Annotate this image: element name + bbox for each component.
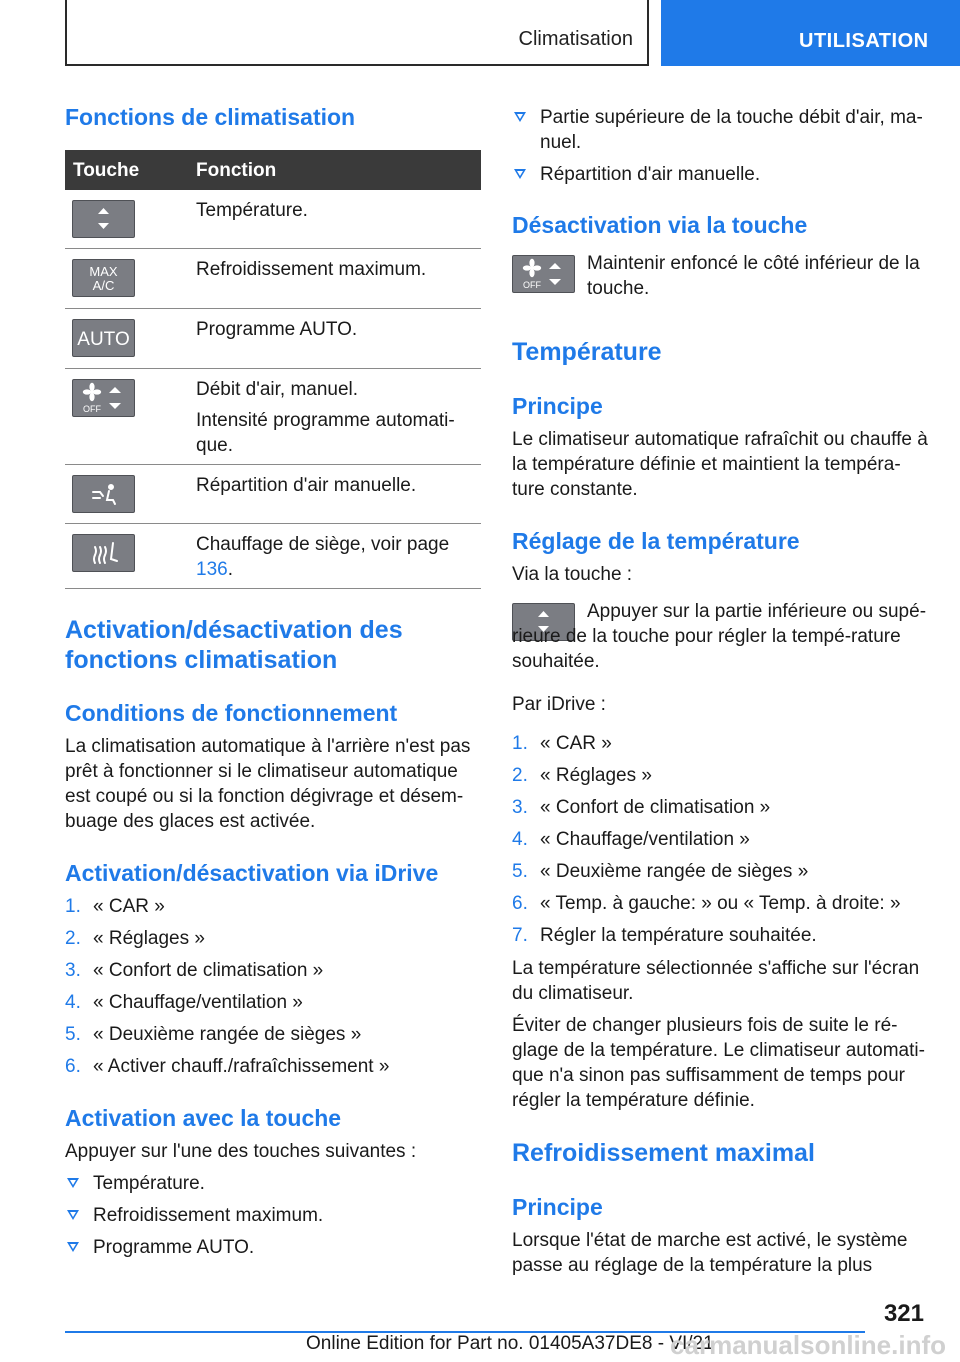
list-item: Programme AUTO. (65, 1235, 481, 1267)
table-cell-function: Programme AUTO. (196, 319, 358, 340)
list-item: 5. « Deuxième rangée de sièges » (65, 1024, 362, 1045)
heading-operating-conditions: Conditions de fonctionnement (65, 700, 398, 726)
list-temperature-steps (512, 731, 932, 955)
heading-activation-deactivation: Activation/désactivation des fonctions climatisation (65, 616, 403, 674)
svg-text:OFF: OFF (83, 404, 101, 414)
fan-off-key-icon (72, 379, 135, 417)
list-item: Répartition d'air manuelle. (512, 162, 932, 194)
paragraph-via-idrive: Par iDrive : (512, 694, 606, 715)
list-item: 3. « Confort de climatisation » (512, 797, 771, 818)
table-cell-function: Température. (196, 200, 308, 221)
bullet-triangle-icon (514, 169, 526, 179)
table-cell-line: Débit d'air, manuel. (196, 379, 359, 400)
list-idrive-steps (65, 894, 481, 1086)
heading-principle: Principe (512, 393, 603, 419)
list-item: 2. « Réglages » (65, 928, 205, 949)
list-item: 2. « Réglages » (512, 765, 652, 786)
table-cell-line: Intensité programme automati-que. (196, 410, 455, 456)
table-header-function: Fonction (196, 160, 277, 181)
table-header-key: Touche (73, 160, 140, 181)
table-row (65, 465, 481, 524)
svg-text:AUTO: AUTO (77, 329, 130, 350)
heading-max-cooling: Refroidissement maximal (512, 1139, 815, 1167)
list-item: Refroidissement maximum. (65, 1203, 481, 1235)
list-item: 3. « Confort de climatisation » (65, 960, 324, 981)
table-row (65, 524, 481, 589)
paragraph-principle: Le climatiseur automatique rafraîchit ou chauffe à la température définie et maintient la tempéra-ture constante. (512, 429, 928, 500)
header-section-title: Climatisation (518, 28, 633, 50)
paragraph-operating-conditions: La climatisation automatique à l'arrière n'est pas prêt à fonctionner si le climatiseur automatique est coupé ou si la fonction dégivrage et désem-buage des glaces est activée. (65, 736, 471, 832)
svg-text:A/C: A/C (92, 278, 115, 293)
fan-off-key-icon (512, 255, 575, 293)
air-distribution-key-icon (72, 475, 135, 513)
table-cell-text: Chauffage de siège, voir page (196, 534, 450, 555)
max-ac-key-icon (72, 259, 135, 297)
paragraph-display: La température sélectionnée s'affiche sur l'écran du climatiseur. (512, 958, 920, 1004)
seat-heating-key-icon (72, 534, 135, 572)
page-link[interactable]: 136 (196, 559, 228, 580)
table-row (65, 249, 481, 309)
table-cell-function: Répartition d'air manuelle. (196, 475, 417, 496)
svg-text:OFF: OFF (523, 280, 541, 290)
table-cell-text-end: . (227, 559, 233, 580)
table-cell-function: Refroidissement maximum. (196, 259, 427, 280)
list-item: Température. (65, 1171, 481, 1203)
list-item: 4. « Chauffage/ventilation » (512, 829, 750, 850)
heading-climate-functions: Fonctions de climatisation (65, 104, 356, 130)
list-item: 6. « Temp. à gauche: » ou « Temp. à droite: » (512, 893, 901, 914)
table-row (65, 369, 481, 465)
paragraph-activation-key: Appuyer sur l'une des touches suivantes : (65, 1141, 417, 1162)
header-chapter-label: UTILISATION (799, 30, 929, 52)
paragraph-avoid: Éviter de changer plusieurs fois de suite le ré-glage de la température. Le climatiseur automati-que n'a sinon pas suffisamment de temps pour régler la température définie. (512, 1015, 925, 1111)
paragraph-principle-2: Lorsque l'état de marche est activé, le système passe au réglage de la température la plus (512, 1230, 908, 1276)
list-item: 4. « Chauffage/ventilation » (65, 992, 303, 1013)
list-item: 7. Régler la température souhaitée. (512, 925, 817, 946)
page-number: 321 (883, 1300, 924, 1327)
list-item: 5. « Deuxième rangée de sièges » (512, 861, 809, 882)
list-item: 1. « CAR » (512, 733, 612, 754)
list-item: Partie supérieure de la touche débit d'air, ma-nuel. (512, 105, 932, 162)
temperature-key-icon (72, 200, 135, 238)
heading-principle-2: Principe (512, 1194, 603, 1220)
header-section-box (65, 0, 649, 66)
table-row (65, 190, 481, 249)
heading-temperature-setting: Réglage de la température (512, 528, 800, 554)
svg-text:MAX: MAX (89, 264, 118, 279)
paragraph-via-key: Via la touche : (512, 564, 633, 585)
watermark: carmanualsonline.info (670, 1330, 946, 1360)
list-item: 1. « CAR » (65, 896, 165, 917)
header-chapter-tab[interactable] (661, 0, 960, 66)
heading-activation-key: Activation avec la touche (65, 1105, 342, 1131)
bullet-triangle-icon (67, 1178, 79, 1188)
bullet-triangle-icon (67, 1210, 79, 1220)
list-activation-keys (65, 1171, 481, 1267)
list-continued-keys (512, 105, 932, 194)
functions-table (65, 150, 481, 589)
heading-deactivation-key: Désactivation via la touche (512, 212, 808, 238)
footer-edition: Online Edition for Part no. 01405A37DE8 - VI/21 (306, 1333, 714, 1354)
list-item: 6. « Activer chauff./rafraîchissement » (65, 1056, 390, 1077)
table-cell-function (196, 532, 476, 582)
heading-idrive: Activation/désactivation via iDrive (65, 860, 439, 886)
auto-key-icon (72, 319, 135, 357)
bullet-triangle-icon (514, 112, 526, 122)
table-header (65, 150, 481, 190)
paragraph-deactivation: Maintenir enfoncé le côté inférieur de la touche. (587, 253, 920, 299)
table-cell-function (196, 377, 476, 458)
heading-temperature: Température (512, 338, 662, 366)
table-row (65, 309, 481, 369)
bullet-triangle-icon (67, 1242, 79, 1252)
paragraph-press-key: Appuyer sur la partie inférieure ou supé-rieure de la touche pour régler la tempé-rature souhaitée. (512, 601, 927, 672)
